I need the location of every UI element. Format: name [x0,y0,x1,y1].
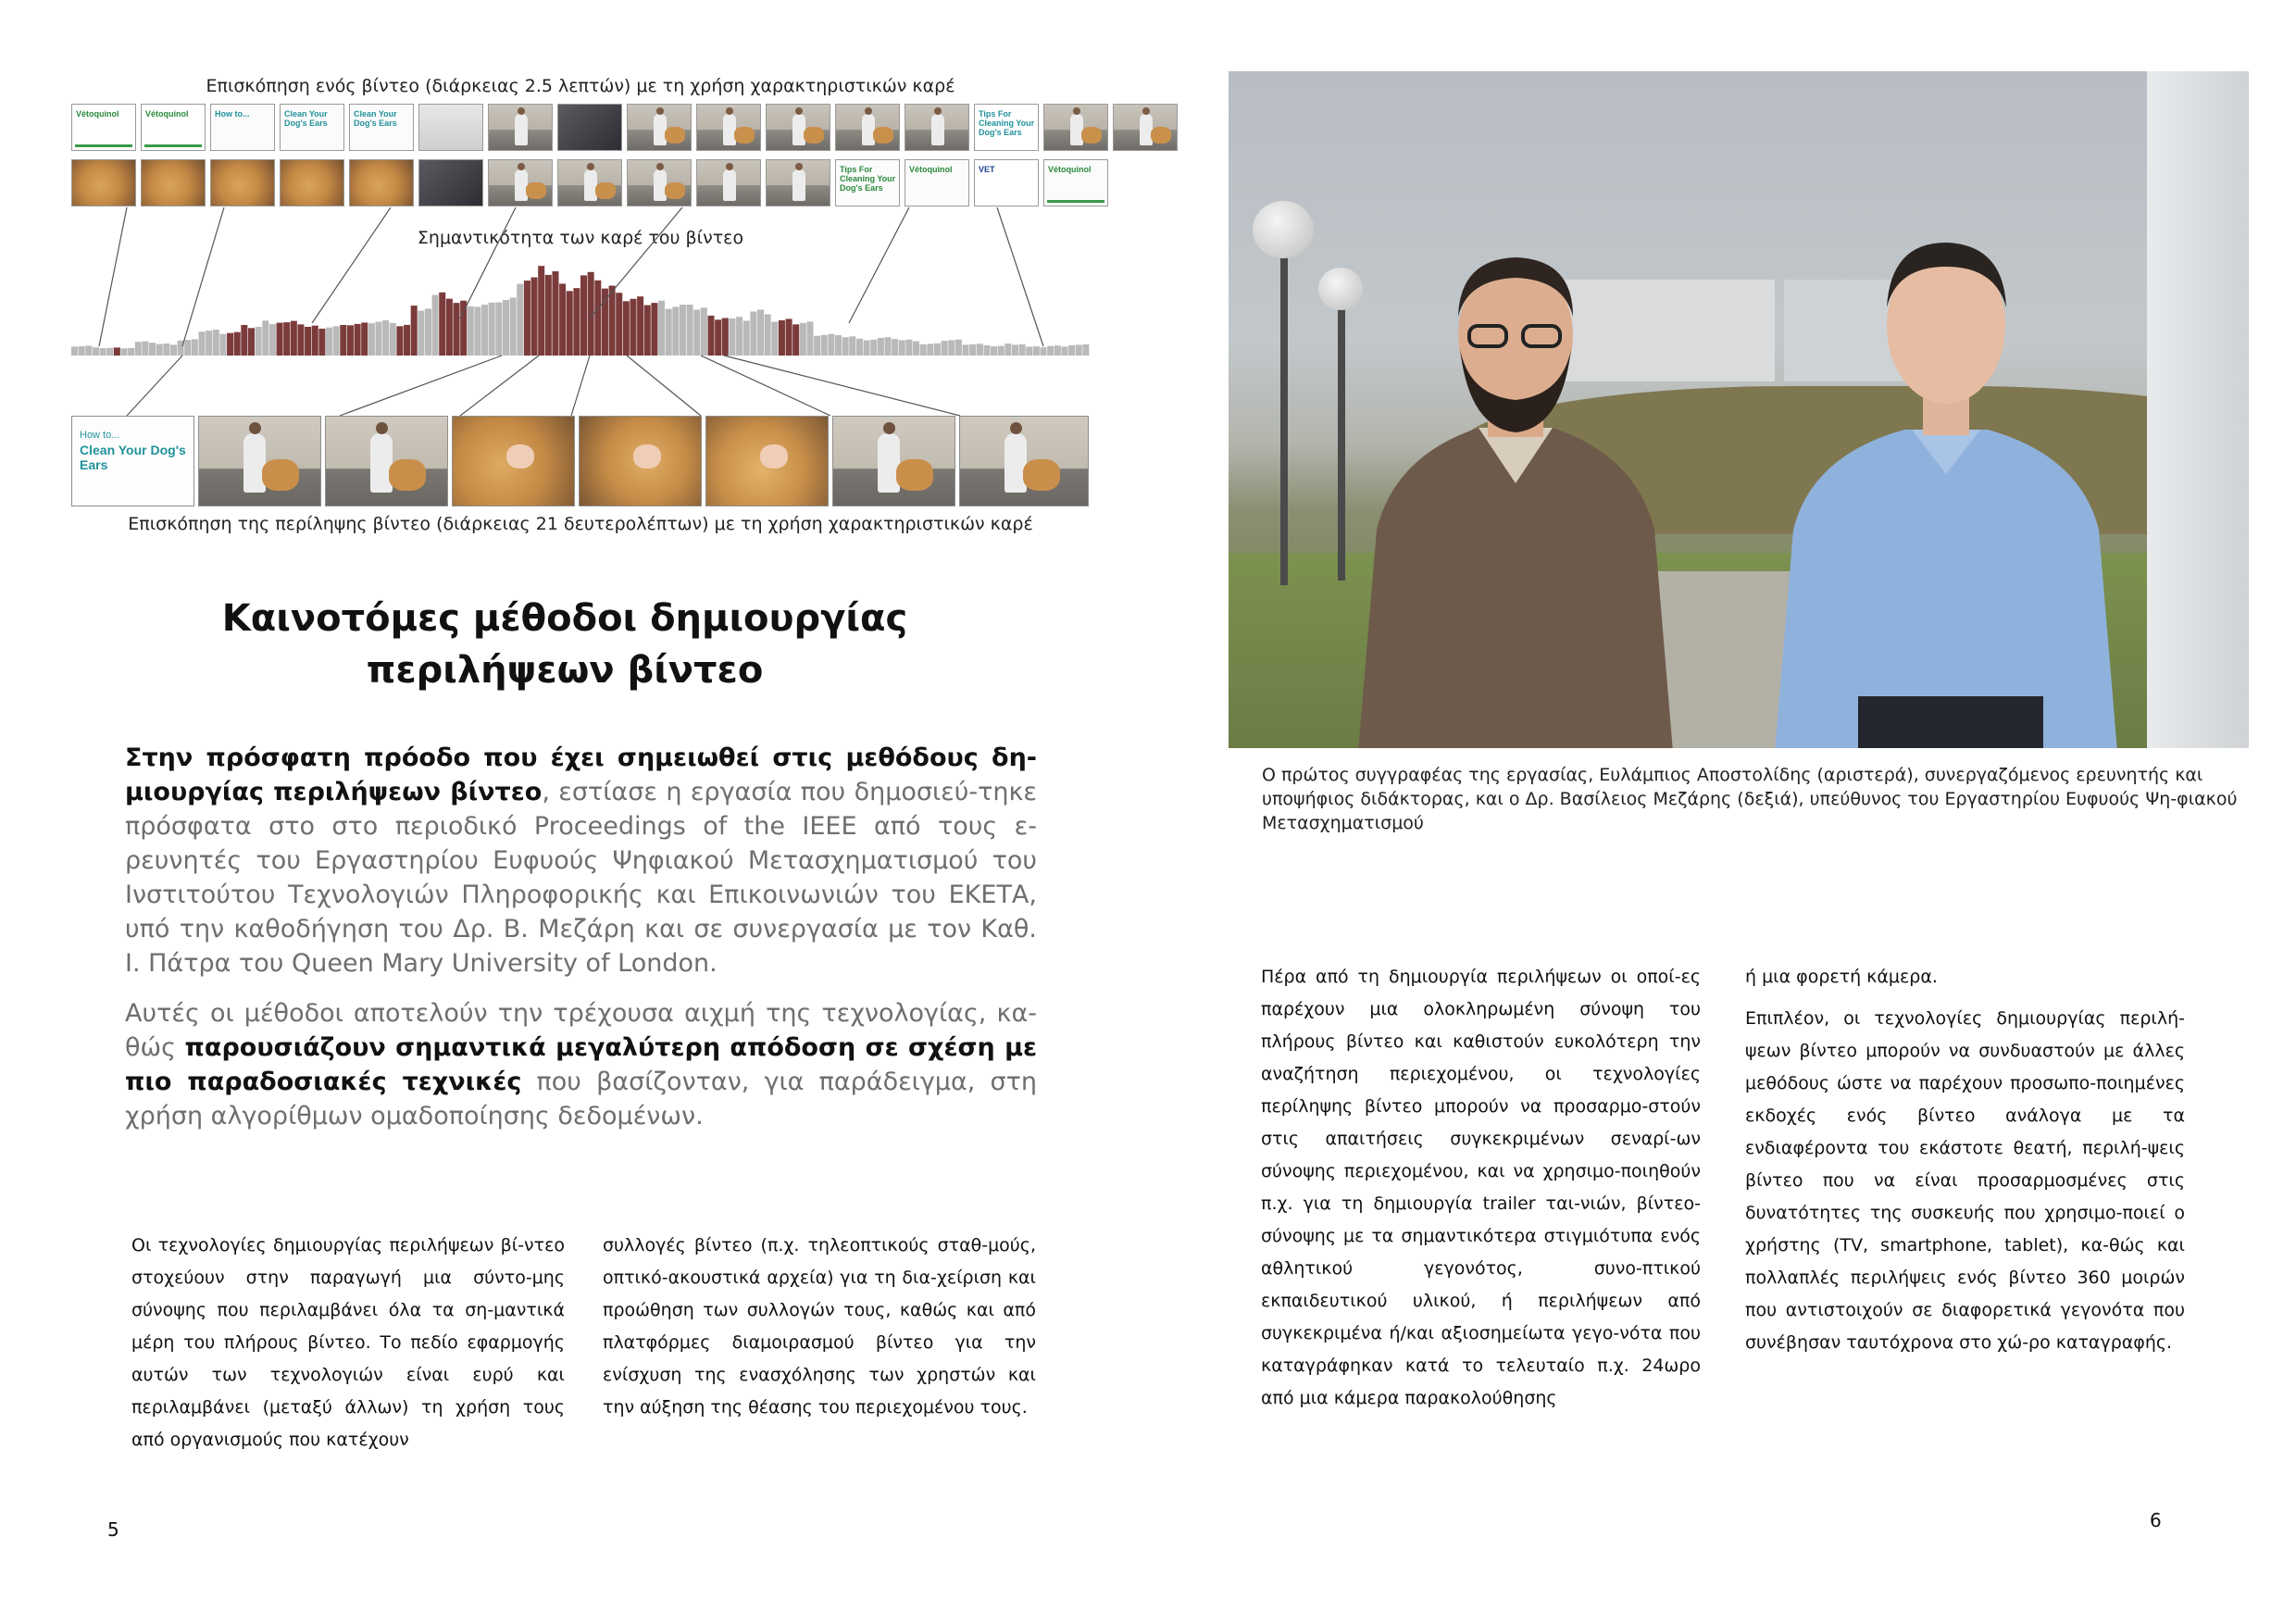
figure-bottom-caption: Επισκόπηση της περίληψης βίντεο (διάρκειας 21 δευτερολέπτων) με τη χρήση χαρακτηριστικών καρέ [128,514,1033,534]
importance-bar [963,344,969,356]
importance-bar [227,333,233,356]
importance-bar [573,288,580,356]
frame-thumbnail [766,159,830,206]
intro-bold-lead: Στην πρόσφατη πρόοδο που έχει σημειωθεί στις μεθόδους δη-μιουργίας περιλήψεων βίντεο [125,743,1037,806]
importance-bar [821,335,828,356]
frame-thumbnail [557,104,622,151]
importance-bar [806,321,813,356]
importance-bar [708,316,715,356]
importance-bar [93,347,99,356]
importance-bar [340,325,346,356]
importance-bar [262,320,268,356]
importance-bar [439,293,445,356]
right-body-column-2-paragraph: Επιπλέον, οι τεχνολογίες δημιουργίας περιλή-ψεων βίντεο μπορούν να συνδυαστούν με άλλες μεθόδους ώστε να παρέχουν προσωπο-ποιημένες εκδοχές ενός βίντεο ανάλογα με τα ενδιαφέροντα του εκάστοτε θεατή, περιλή-ψεις βίντεο που να είναι προσαρμοσμένες στις δυνατότητες της συσκευής που χρησιμο-ποιεί ο χρήστης (TV, smartphone, tablet), κα-θώς και πολλαπλές περιλήψεις ενός βίντεο 360 μοιρών που αντιστοιχούν σε διαφορετικά γεγονότα που συνέβησαν ταυτόχρονα στο χώ-ρο καταγραφής. [1745,1008,2185,1353]
importance-bar [786,319,792,356]
importance-bar [396,326,403,356]
importance-bar [856,339,863,356]
importance-bar [792,324,799,356]
importance-bar [559,283,566,356]
frame-thumbnail [418,159,483,206]
importance-bar [779,320,785,356]
importance-bar [602,289,608,356]
importance-bar [184,340,191,356]
summary-thumbnail: How to... Clean Your Dog's Ears [71,416,194,506]
importance-bar [899,340,905,356]
importance-bar [269,324,276,356]
importance-bar [135,342,142,356]
connector-line [724,356,960,416]
frame-thumbnail: Vétoquinol [141,104,206,151]
importance-bar [545,275,552,356]
importance-bar [382,320,389,356]
connector-line [627,356,701,416]
importance-bar [623,301,630,356]
importance-bar [248,328,255,356]
importance-bar [630,299,636,356]
page-number-right: 6 [2150,1509,2162,1531]
importance-bar [644,306,651,356]
importance-bar [71,346,78,356]
importance-bar [955,340,962,356]
importance-bar [114,347,120,356]
importance-bar [192,339,198,356]
researchers-photo [1229,71,2249,748]
importance-bar [771,322,778,356]
frame-thumbnail [141,159,206,206]
importance-bar [106,348,113,356]
importance-bar [355,324,361,356]
figure-middle-caption: Σημαντικότητα των καρέ του βίντεο [417,228,744,248]
importance-bar [256,327,262,356]
intro-paragraph-2 [125,996,1037,1133]
importance-bar [998,346,1004,356]
frame-thumbnail: How to... [210,104,275,151]
frame-thumbnail [696,159,761,206]
left-body-column-1: Οι τεχνολογίες δημιουργίας περιλήψεων βί-ντεο στοχεύουν στην παραγωγή μια σύντο-μης σύνοψης που περιλαμβάνει όλα τα ση-μαντικά μέρη του πλήρους βίντεο. Το πεδίο εφαρμογής αυτών των τεχνολογιών είναι ευρύ και περιλαμβάνει (μεταξύ άλλων) τη χρήση τους από οργανισμούς που κατέχουν [131,1235,565,1450]
importance-bar [531,278,538,356]
frame-thumbnail [418,104,483,151]
importance-bar [920,344,927,356]
frame-thumbnail [488,104,553,151]
importance-bar [948,340,955,356]
right-body-column-1: Πέρα από τη δημιουργία περιλήψεων οι οποί-ες παρέχουν μια ολοκληρωμένη σύνοψη του πλήρους βίντεο και καθιστούν ευκολότερη την αναζήτηση περιεχομένου, οι τεχνολογίες περίληψης βίντεο μπορούν να προσαρμο-στούν στις απαιτήσεις συγκεκριμένων σεναρί-ων σύνοψης περιεχομένου, και να χρησιμο-ποιηθούν π.χ. για τη δημιουργία trailer ται-νιών, βίντεο-σύνοψης με τα σημαντικότερα στιγμιότυπα ενός αθλητικού γεγονότος, συνο-πτικού εκπαιδευτικού υλικού, ή περιλήψεων από συγκεκριμένα ή/και αξιοσημείωτα γεγο-νότα που καταγράφηκαν κατά το τελευταίο π.χ. 24ωρο από μια κάμερα παρακολούθησης [1261,967,1701,1408]
importance-bar [983,345,990,356]
importance-bar [884,337,891,356]
importance-bar [693,310,700,356]
importance-chart [71,207,1090,420]
connector-line [340,356,502,416]
importance-bar [361,322,368,356]
frame-thumbnail: VET [974,159,1039,206]
frame-thumbnail [627,104,692,151]
importance-bar [234,332,241,356]
importance-bar [1019,344,1026,356]
intro-text: Αυτές οι μέθοδοι αποτελούν την τρέχουσα αιχμή της τεχνολογίας, κα-θώς [125,999,1037,1062]
importance-bar [213,330,219,356]
importance-bar [892,339,898,356]
importance-bar [481,305,488,356]
intro-paragraph-1 [125,741,1037,981]
importance-bar [489,303,495,356]
frame-strip-second [71,159,1108,206]
importance-bar [637,296,643,356]
frame-thumbnail [905,104,969,151]
summary-thumbnail [832,416,955,506]
importance-bar [934,344,941,356]
summary-thumbnail [198,416,321,506]
importance-bar [913,342,919,356]
importance-bar [800,323,806,356]
frame-thumbnail: Clean Your Dog's Ears [280,104,344,151]
importance-bar [1004,344,1011,356]
importance-bar [687,305,693,356]
importance-bar [510,297,517,356]
importance-bar [1076,344,1082,356]
importance-bar [460,301,467,356]
importance-bar [517,284,523,356]
connector-line [460,356,539,416]
article-title-line1: Καινοτόμες μέθοδοι δημιουργίας [221,597,908,640]
importance-bar [454,303,460,356]
importance-bar [552,271,558,356]
summary-thumbnail [705,416,829,506]
importance-bar [765,314,771,356]
right-body-column-2 [1745,961,2185,1359]
importance-bar [870,340,877,356]
frame-thumbnail [835,104,900,151]
importance-bar [305,327,311,356]
importance-bar [446,299,453,356]
intro-text: , εστίασε η εργασία που δημοσιεύ-τηκε πρόσφατα στο στο περιοδικό Proceedings of the IEEE από τους ε-ρευνητές του Εργαστηρίου Ευφυούς Ψηφιακού Μετασχηματισμού του Ινστιτούτου Τεχνολογιών Πληροφορικής και Επικοινωνιών του ΕΚΕΤΑ, υπό την καθοδήγηση του Δρ. Β. Μεζάρη και σε συνεργασία με τον Καθ. Ι. Πάτρα του Queen Mary University of London. [125,778,1037,978]
importance-bar [411,306,418,356]
intro-text: που βασίζονταν, για παράδειγμα, στη χρήση αλγορίθμων ομαδοποίησης δεδομένων. [125,1068,1037,1131]
frame-thumbnail: Vétoquinol [71,104,136,151]
importance-bar [672,306,679,356]
importance-bar [757,309,764,356]
connector-line [701,356,830,416]
importance-bar [1068,345,1075,356]
importance-bar [1047,346,1054,356]
importance-bar [79,346,85,356]
importance-bar [977,344,983,356]
importance-bar [291,321,297,356]
frame-thumbnail [210,159,275,206]
frame-thumbnail: Clean Your Dog's Ears [349,104,414,151]
summary-thumbnail [452,416,575,506]
frame-strip-top [71,104,1178,151]
connector-line [997,207,1043,346]
importance-bar [297,324,304,356]
importance-bar [347,325,354,356]
importance-bar [969,344,976,356]
importance-bar [864,341,870,356]
connector-line [571,356,590,416]
importance-bar [538,266,544,356]
importance-bar [651,303,657,356]
importance-bar [722,319,729,356]
importance-bar [580,275,587,356]
importance-bar [594,281,601,356]
importance-bar [905,340,912,356]
importance-bar [701,307,707,356]
importance-bar [312,326,318,356]
importance-bar [1061,346,1067,356]
frame-thumbnail [488,159,553,206]
importance-bar [567,291,573,356]
connector-line [182,207,224,346]
importance-bar [390,323,396,356]
frame-thumbnail: Vétoquinol [905,159,969,206]
importance-bar [199,331,206,356]
importance-bar [142,342,148,356]
frame-thumbnail [1113,104,1178,151]
importance-bar [842,337,849,356]
importance-bar [1041,347,1047,356]
importance-bar [750,311,756,356]
importance-bar [425,308,431,356]
importance-bar [163,344,169,356]
frame-thumbnail: Vétoquinol [1043,159,1108,206]
frame-thumbnail [766,104,830,151]
importance-bar [241,325,247,356]
frame-thumbnail [71,159,136,206]
importance-bar [609,286,616,356]
importance-bar [128,348,134,356]
frame-thumbnail [627,159,692,206]
importance-bar [432,295,439,356]
frame-thumbnail [696,104,761,151]
importance-bar [1054,345,1061,356]
importance-bar [120,348,127,356]
connector-line [849,207,909,323]
importance-bar [849,336,855,356]
importance-bar [1082,344,1089,356]
importance-bar [495,303,502,356]
importance-bar [835,335,842,356]
importance-bar [658,301,665,356]
importance-bar [942,341,948,356]
importance-bar [375,322,381,356]
summary-thumbnail [959,416,1089,506]
frame-thumbnail [280,159,344,206]
connector-line [127,356,182,416]
importance-bar [524,281,530,356]
importance-bar [715,319,721,356]
importance-bar [418,311,424,356]
importance-bar [206,331,212,356]
importance-bar [283,322,290,356]
importance-bar [404,325,410,356]
frame-thumbnail [1043,104,1108,151]
importance-bar [333,326,340,356]
importance-bar [368,323,375,356]
page-number-left: 5 [107,1518,119,1541]
importance-bar [156,344,163,356]
frame-thumbnail: Tips For Cleaning Your Dog's Ears [974,104,1039,151]
intro-bold-claim: παρουσιάζουν σημαντικά μεγαλύτερη απόδοση σε σχέση με πιο παραδοσιακές τεχνικές [125,1033,1038,1096]
connector-line [312,207,391,323]
person-left [1321,178,1710,748]
importance-bar [468,306,474,356]
importance-bar [743,320,750,356]
article-title [148,593,981,696]
frame-thumbnail: Tips For Cleaning Your Dog's Ears [835,159,900,206]
frame-thumbnail [557,159,622,206]
frame-thumbnail [349,159,414,206]
person-right [1747,178,2145,748]
importance-bar [85,345,92,356]
importance-bar [1012,344,1018,356]
importance-bar [927,344,933,356]
summary-thumbnail [579,416,702,506]
article-title-line2: περιλήψεων βίντεο [366,649,764,692]
right-body-column-2-line: ή μια φορετή κάμερα. [1745,967,1938,987]
importance-bar [318,329,325,356]
importance-bar [666,309,672,356]
importance-bar [219,334,226,356]
importance-bar [828,334,834,356]
importance-bar [1026,347,1032,356]
importance-bar [474,306,480,356]
importance-bar [878,338,884,356]
importance-bar [736,317,742,356]
summary-thumbnail [325,416,448,506]
importance-bar [277,323,283,356]
importance-bar [814,336,820,356]
importance-bar [170,344,177,356]
importance-bar [991,346,997,356]
importance-bar [149,343,156,356]
importance-bar [616,293,622,356]
importance-bar [503,300,509,356]
figure-top-caption: Επισκόπηση ενός βίντεο (διάρκειας 2.5 λεπτών) με τη χρήση χαρακτηριστικών καρέ [206,76,955,96]
connector-line [99,207,127,346]
importance-bar [100,348,106,356]
left-body-column-2: συλλογές βίντεο (π.χ. τηλεοπτικούς σταθ-μούς, οπτικό-ακουστικά αρχεία) για τη δια-χείριση και προώθηση των συλλογών τους, καθώς και από πλατφόρμες διαμοιρασμού βίντεο για την ενίσχυση της ενασχόλησης των χρηστών και την αύξηση της θέασης του περιεχομένου τους. [603,1235,1036,1418]
importance-bar [729,319,735,356]
importance-bar [680,305,686,356]
importance-bar [326,328,332,356]
importance-bar [1033,346,1040,356]
photo-caption: Ο πρώτος συγγραφέας της εργασίας, Ευλάμπιος Αποστολίδης (αριστερά), συνεργαζόμενος ερευνητής και υποψήφιος διδάκτορας, και ο Δρ. Βασίλειος Μεζάρης (δεξιά), υπεύθυνος του Εργαστηρίου Ευφυούς Ψη-φιακού Μετασχηματισμού [1262,765,2238,833]
